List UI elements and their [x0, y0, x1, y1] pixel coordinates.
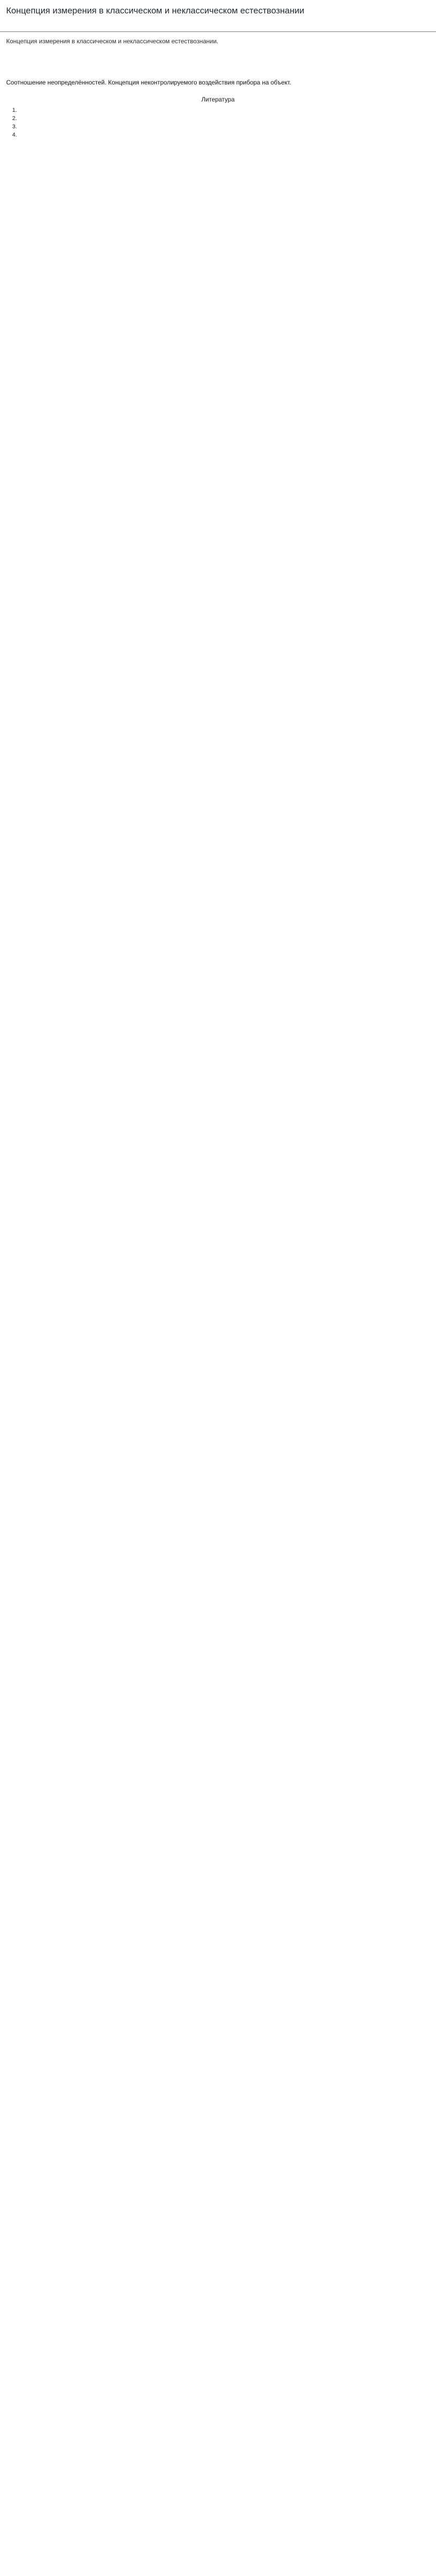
section-spacer	[6, 54, 430, 68]
reference-item	[19, 114, 430, 123]
document-page	[0, 0, 436, 139]
page-title: Концепция измерения в классическом и неклассическом естествознании	[6, 6, 305, 15]
article-body	[0, 54, 436, 139]
references-list	[6, 106, 430, 139]
references-heading: Литература	[201, 96, 235, 103]
reference-item	[19, 106, 430, 114]
page-header	[0, 0, 436, 32]
reference-item	[19, 123, 430, 131]
section-heading: Соотношение неопределённостей. Концепция неконтролируемого воздействия прибора на объект.	[6, 79, 291, 86]
document-subtitle: Концепция измерения в классическом и неклассическом естествознании.	[6, 38, 219, 45]
reference-item	[19, 131, 430, 139]
